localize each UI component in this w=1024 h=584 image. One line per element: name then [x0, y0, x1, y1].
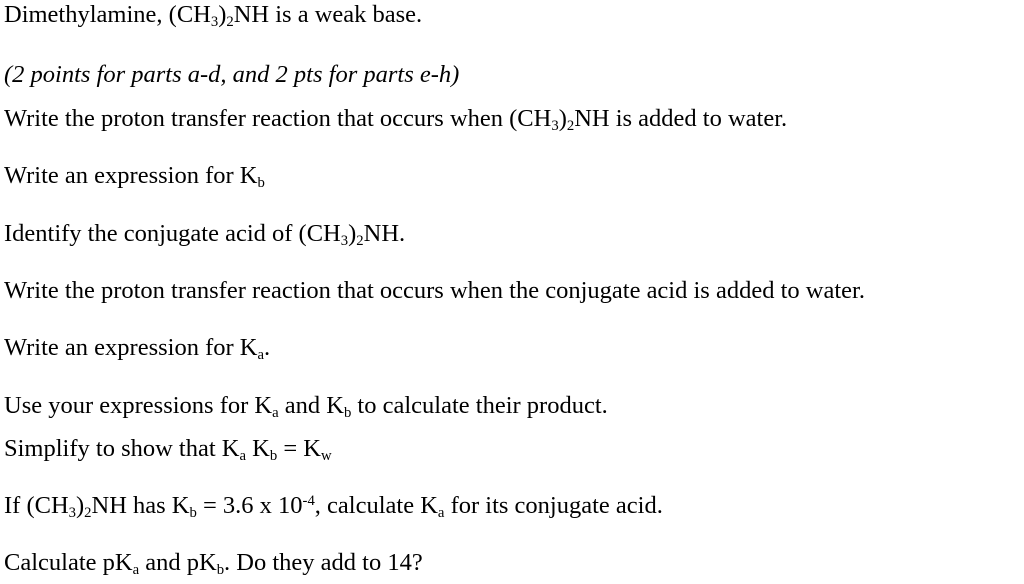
subscript: w — [320, 448, 332, 465]
subscript: b — [257, 175, 265, 192]
text-run: . — [264, 334, 271, 361]
question-d-line — [4, 276, 865, 306]
question-c-line — [4, 219, 405, 249]
text-run: . Do they add to 14? — [224, 549, 423, 576]
text-run: , calculate K — [314, 492, 438, 519]
text-run: Write the proton transfer reaction that occurs when (CH — [4, 105, 552, 132]
text-run: NH has K — [91, 492, 190, 519]
text-run: and K — [278, 392, 344, 419]
text-run: K — [246, 435, 270, 462]
text-run: Write an expression for K — [4, 334, 258, 361]
question-e-line — [4, 333, 270, 363]
points-note-line — [4, 60, 459, 90]
text-run: ) — [558, 105, 567, 132]
text-run: If (CH — [4, 492, 69, 519]
text-run: and pK — [139, 549, 217, 576]
superscript: -4 — [302, 492, 315, 509]
subscript: a — [272, 405, 279, 422]
text-run: for its conjugate acid. — [444, 492, 663, 519]
subscript: 2 — [566, 118, 575, 135]
subscript: b — [343, 405, 352, 422]
text-run: Calculate pK — [4, 549, 133, 576]
text-run: (2 points for parts a-d, and 2 pts for parts e-h) — [4, 61, 460, 88]
text-run: ) — [218, 1, 227, 28]
subscript: a — [132, 562, 140, 579]
text-run: ) — [348, 220, 357, 247]
subscript: 2 — [226, 14, 234, 31]
subscript: b — [216, 562, 225, 579]
question-b-line — [4, 161, 265, 191]
subscript: a — [257, 347, 264, 364]
question-f-line-1 — [4, 391, 608, 421]
subscript: 3 — [68, 505, 76, 522]
text-run: Write the proton transfer reaction that occurs when the conjugate acid is added to water. — [4, 277, 865, 304]
text-run: NH. — [363, 220, 406, 247]
text-run: = K — [277, 435, 321, 462]
subscript: 3 — [210, 14, 219, 31]
text-run: Identify the conjugate acid of (CH — [4, 220, 341, 247]
text-run: Use your expressions for K — [4, 392, 273, 419]
text-run: NH is a weak base. — [233, 1, 423, 28]
title-line — [4, 0, 422, 30]
text-run: to calculate their product. — [351, 392, 608, 419]
question-g-line — [4, 491, 663, 521]
subscript: 2 — [84, 505, 92, 522]
subscript: a — [239, 448, 247, 465]
text-run: = 3.6 x 10 — [196, 492, 303, 519]
question-a-line — [4, 104, 787, 134]
subscript: a — [437, 505, 445, 522]
question-f-line-2 — [4, 434, 332, 464]
subscript: b — [269, 448, 278, 465]
text-run: Dimethylamine, (CH — [4, 1, 211, 28]
subscript: b — [189, 505, 197, 522]
text-run: Simplify to show that K — [4, 435, 240, 462]
question-h-line — [4, 548, 423, 578]
subscript: 2 — [356, 233, 364, 250]
text-run: Write an expression for K — [4, 162, 258, 189]
text-run: NH is added to water. — [574, 105, 788, 132]
text-run: ) — [75, 492, 85, 519]
subscript: 3 — [340, 233, 349, 250]
subscript: 3 — [551, 118, 559, 135]
